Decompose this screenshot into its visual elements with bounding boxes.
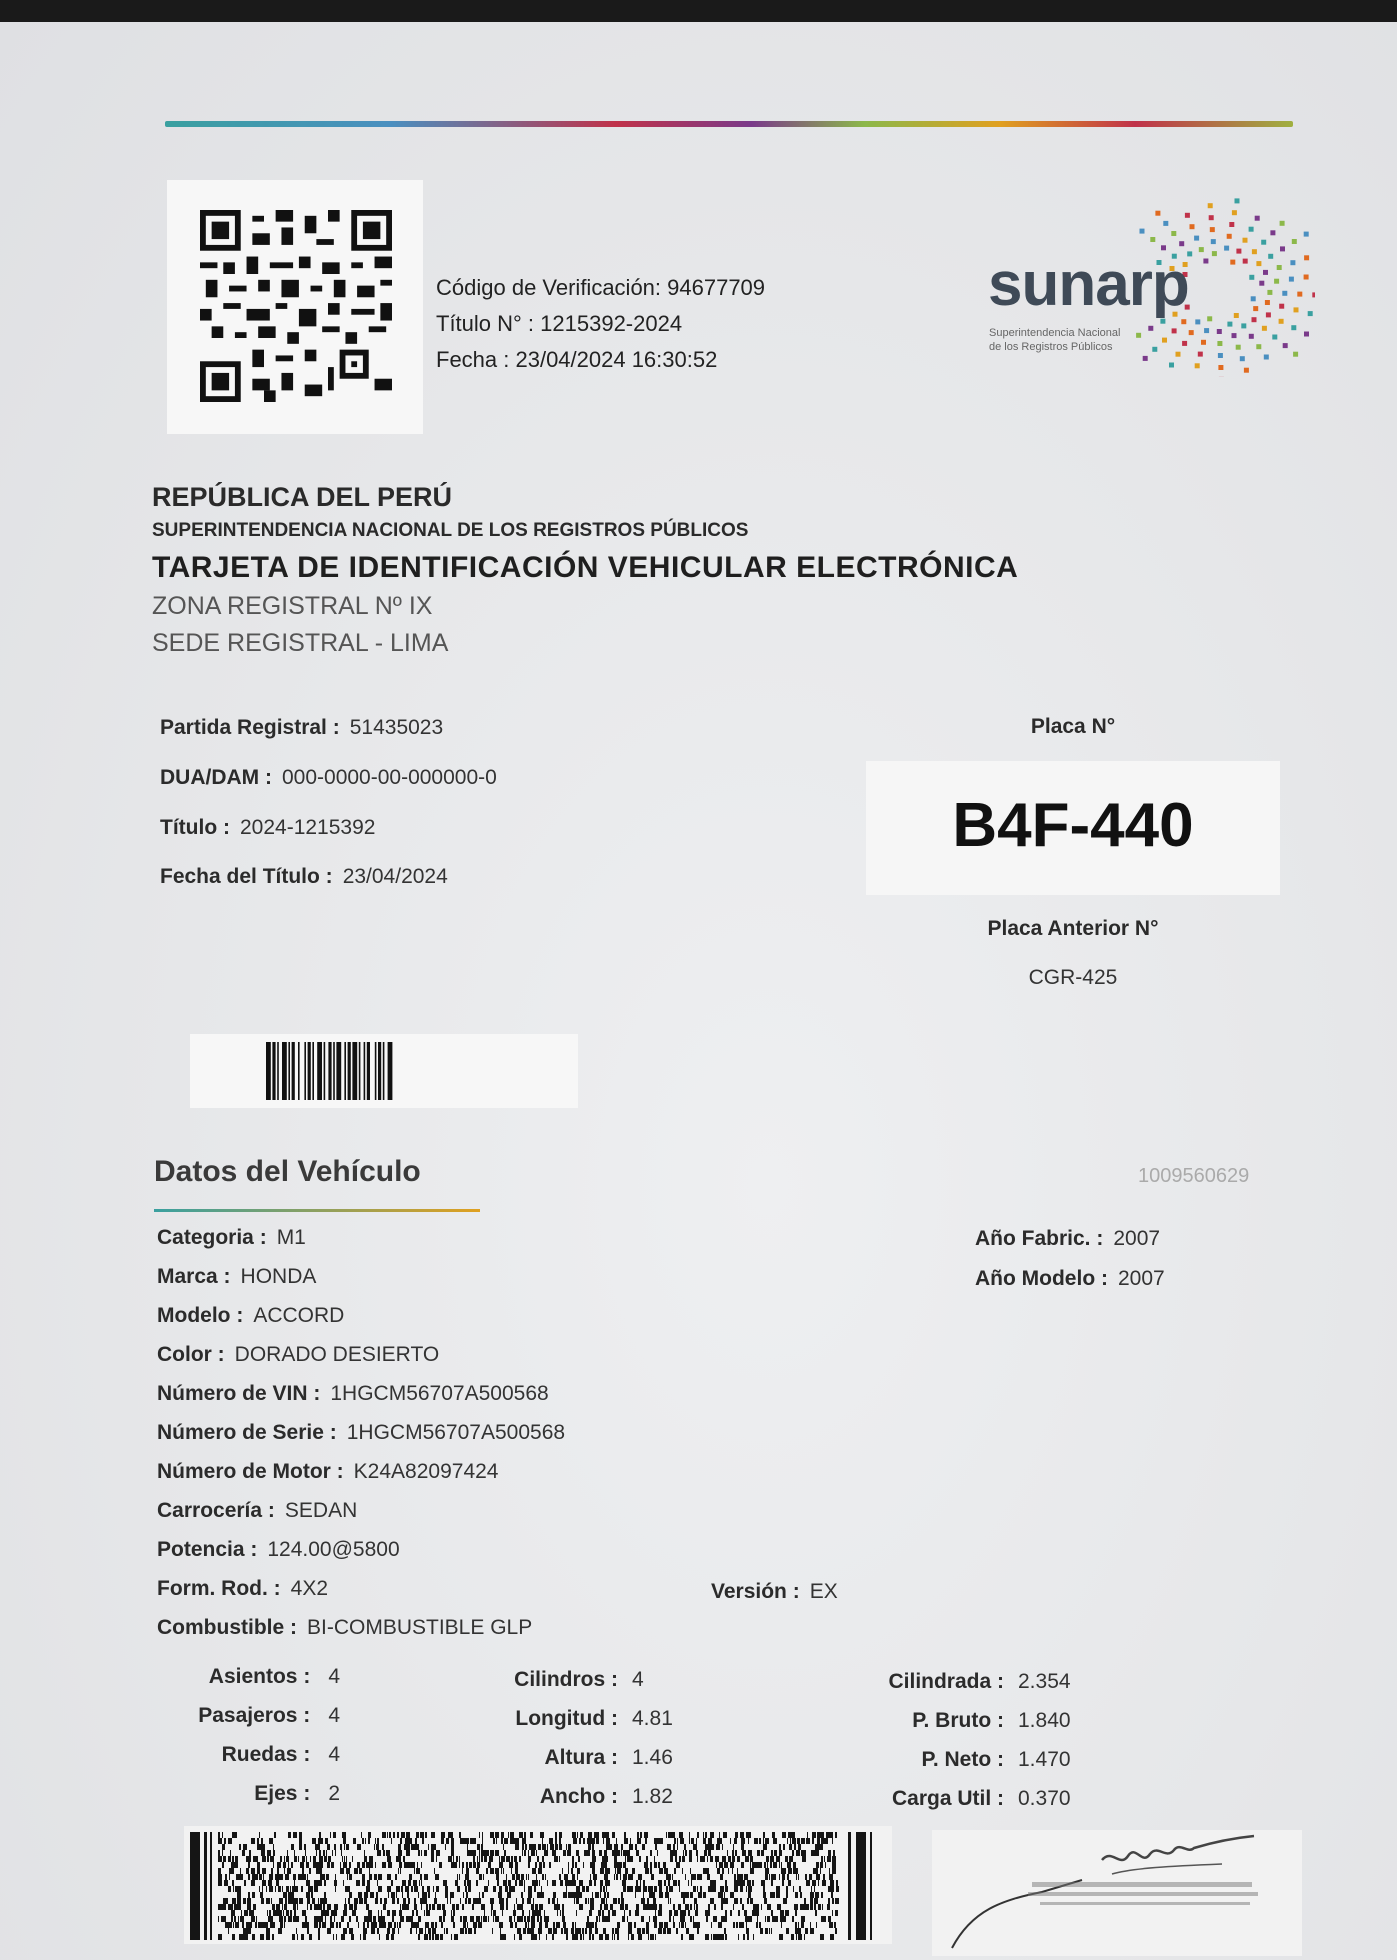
longitud-value: 4.81	[632, 1707, 673, 1730]
title-tarjeta: TARJETA DE IDENTIFICACIÓN VEHICULAR ELECTRÓNICA	[152, 551, 1019, 584]
dua-row	[160, 766, 497, 790]
anio-fabric-row	[975, 1227, 1160, 1251]
categoria-label: Categoria :	[157, 1226, 267, 1249]
pbruto-value: 1.840	[1018, 1709, 1071, 1732]
pneto-row	[820, 1748, 1080, 1772]
titulo-row	[160, 816, 375, 840]
color-value: DORADO DESIERTO	[234, 1343, 440, 1366]
partida-label: Partida Registral :	[160, 716, 340, 739]
pasajeros-value: 4	[328, 1704, 340, 1727]
formrod-value: 4X2	[290, 1577, 329, 1600]
combustible-label: Combustible :	[157, 1616, 297, 1639]
formrod-row	[157, 1577, 328, 1601]
titulo-label: Título :	[160, 816, 230, 839]
placa-anterior-label: Placa Anterior N°	[987, 917, 1159, 940]
modelo-label: Modelo :	[157, 1304, 244, 1327]
ruedas-row	[150, 1743, 340, 1767]
ejes-row	[150, 1782, 340, 1806]
titulo-value: 2024-1215392	[239, 816, 376, 839]
title-superintendencia: SUPERINTENDENCIA NACIONAL DE LOS REGISTROS PÚBLICOS	[152, 520, 749, 541]
longitud-label: Longitud :	[515, 1707, 618, 1730]
ancho-row	[440, 1785, 678, 1809]
categoria-value: M1	[276, 1226, 306, 1249]
carroceria-row	[157, 1499, 357, 1523]
color-stripe	[165, 121, 1293, 127]
anio-modelo-value: 2007	[1117, 1267, 1165, 1290]
marca-label: Marca :	[157, 1265, 231, 1288]
altura-row	[440, 1746, 678, 1770]
modelo-row	[157, 1304, 344, 1328]
logo-subtitle-1: Superintendencia Nacional	[989, 327, 1121, 339]
potencia-row	[157, 1538, 400, 1562]
cilindrada-label: Cilindrada :	[888, 1670, 1004, 1693]
barcode-icon	[266, 1042, 502, 1100]
title-sede: SEDE REGISTRAL - LIMA	[152, 629, 449, 657]
combustible-row	[157, 1616, 532, 1640]
cilindrada-value: 2.354	[1018, 1670, 1071, 1693]
carroceria-label: Carrocería :	[157, 1499, 275, 1522]
pbruto-row	[820, 1709, 1080, 1733]
altura-label: Altura :	[544, 1746, 618, 1769]
cilindrada-row	[820, 1670, 1080, 1694]
dua-value: 000-0000-00-000000-0	[281, 766, 497, 789]
pasajeros-label: Pasajeros :	[198, 1704, 311, 1727]
cilindros-row	[440, 1668, 678, 1692]
longitud-row	[440, 1707, 678, 1731]
combustible-value: BI-COMBUSTIBLE GLP	[307, 1616, 533, 1639]
version-row	[711, 1580, 838, 1604]
vin-value: 1HGCM56707A500568	[330, 1382, 549, 1405]
modelo-value: ACCORD	[253, 1304, 345, 1327]
titulo-number: Título N° : 1215392-2024	[436, 311, 683, 336]
potencia-value: 124.00@5800	[267, 1538, 400, 1561]
altura-value: 1.46	[632, 1746, 673, 1769]
ancho-label: Ancho :	[539, 1785, 618, 1808]
anio-fabric-value: 2007	[1113, 1227, 1161, 1250]
heading-underline	[154, 1209, 480, 1212]
version-value: EX	[809, 1580, 838, 1603]
pneto-label: P. Neto :	[921, 1748, 1004, 1771]
carga-label: Carga Util :	[891, 1787, 1004, 1810]
vehicle-identification-card	[0, 22, 1397, 1960]
logo-wordmark: sunarp	[988, 250, 1189, 319]
ruedas-label: Ruedas :	[221, 1743, 311, 1766]
color-row	[157, 1343, 439, 1367]
partida-row	[160, 716, 443, 740]
carga-row	[820, 1787, 1080, 1811]
verification-code: Código de Verificación: 94677709	[436, 275, 766, 300]
cilindros-label: Cilindros :	[514, 1668, 618, 1691]
version-label: Versión :	[711, 1580, 800, 1603]
title-zona: ZONA REGISTRAL Nº IX	[152, 592, 433, 620]
formrod-label: Form. Rod. :	[157, 1577, 281, 1600]
fecha-titulo-label: Fecha del Título :	[160, 865, 333, 888]
verification-info	[436, 270, 765, 378]
signature-area	[932, 1830, 1302, 1956]
asientos-row	[150, 1665, 340, 1689]
categoria-row	[157, 1226, 306, 1250]
section-heading-datos: Datos del Vehículo	[154, 1155, 421, 1188]
ejes-label: Ejes :	[254, 1782, 311, 1805]
fecha-titulo-row	[160, 865, 448, 889]
pasajeros-row	[150, 1704, 340, 1728]
serie-row	[157, 1421, 565, 1445]
marca-value: HONDA	[240, 1265, 317, 1288]
carroceria-value: SEDAN	[284, 1499, 358, 1522]
marca-row	[157, 1265, 316, 1289]
anio-modelo-label: Año Modelo :	[975, 1267, 1108, 1290]
asientos-value: 4	[328, 1665, 340, 1688]
serie-value: 1HGCM56707A500568	[346, 1421, 566, 1444]
potencia-label: Potencia :	[157, 1538, 258, 1561]
placa-label: Placa N°	[1030, 715, 1116, 738]
partida-value: 51435023	[349, 716, 444, 739]
motor-row	[157, 1460, 498, 1484]
vin-label: Número de VIN :	[157, 1382, 321, 1405]
anio-modelo-row	[975, 1267, 1165, 1291]
cilindros-value: 4	[632, 1668, 644, 1691]
pbruto-label: P. Bruto :	[912, 1709, 1004, 1732]
dua-label: DUA/DAM :	[160, 766, 272, 789]
title-republica: REPÚBLICA DEL PERÚ	[152, 482, 453, 512]
pneto-value: 1.470	[1018, 1748, 1071, 1771]
signature-icon	[932, 1830, 1302, 1956]
ruedas-value: 4	[328, 1743, 340, 1766]
plate-number: B4F-440	[952, 791, 1194, 860]
carga-value: 0.370	[1018, 1787, 1071, 1810]
vin-row	[157, 1382, 549, 1406]
logo-subtitle-2: de los Registros Públicos	[989, 341, 1113, 353]
qr-code-icon	[200, 210, 392, 402]
issue-date: Fecha : 23/04/2024 16:30:52	[436, 347, 718, 372]
pdf417-barcode-icon	[188, 1832, 888, 1940]
motor-value: K24A82097424	[353, 1460, 499, 1483]
asientos-label: Asientos :	[208, 1665, 311, 1688]
motor-label: Número de Motor :	[157, 1460, 344, 1483]
serie-label: Número de Serie :	[157, 1421, 337, 1444]
document-serial: 1009560629	[1138, 1165, 1250, 1187]
sunarp-logo	[985, 197, 1315, 377]
ejes-value: 2	[328, 1782, 340, 1805]
ancho-value: 1.82	[632, 1785, 673, 1808]
placa-anterior-value: CGR-425	[1028, 966, 1118, 989]
color-label: Color :	[157, 1343, 225, 1366]
fecha-titulo-value: 23/04/2024	[342, 865, 448, 888]
anio-fabric-label: Año Fabric. :	[975, 1227, 1104, 1250]
